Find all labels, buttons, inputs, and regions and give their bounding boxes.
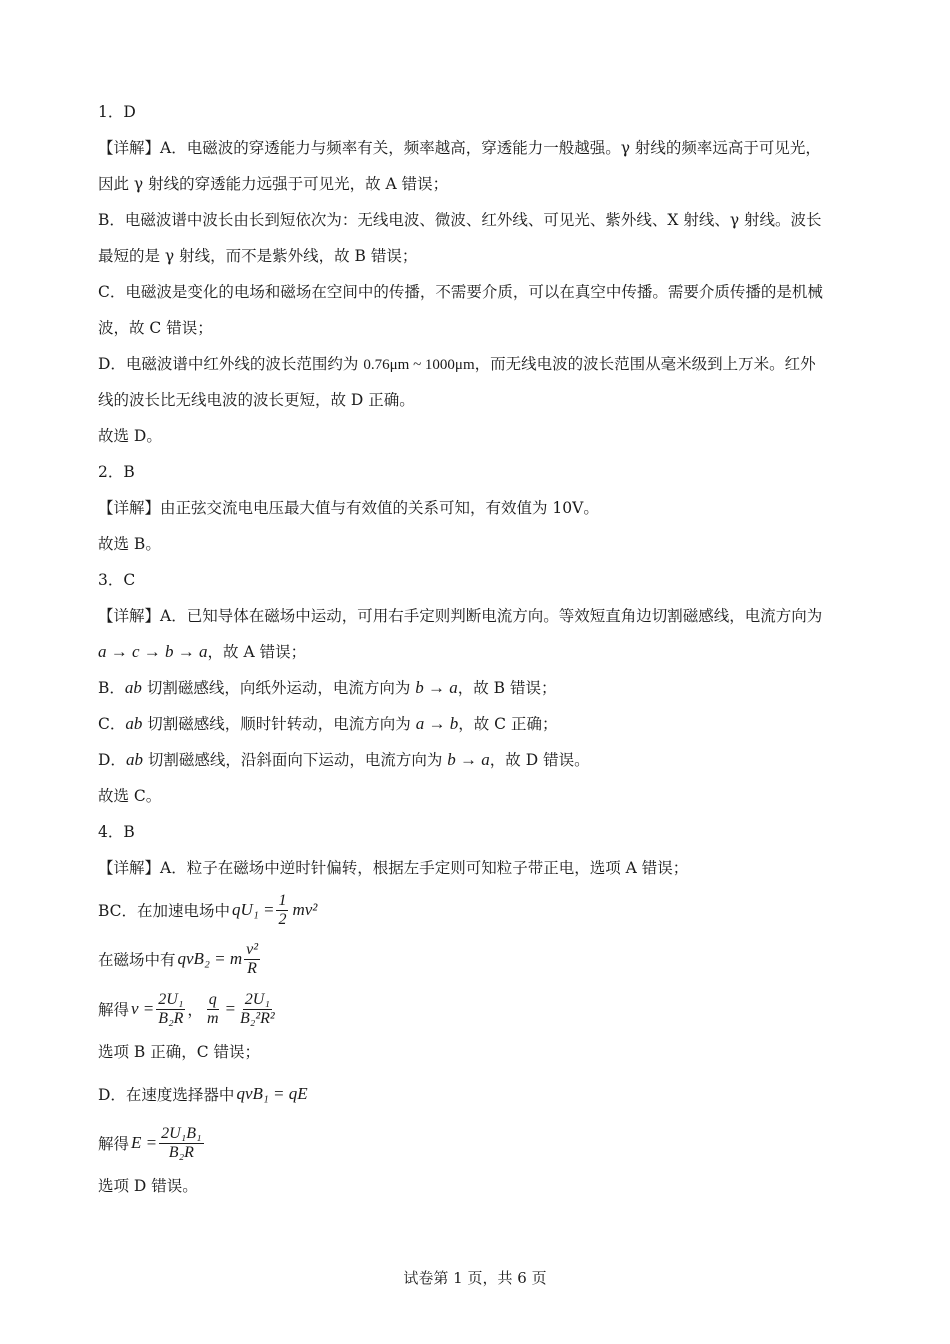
q1-line-7 (98, 346, 858, 382)
q4-magnetic-formula (98, 934, 858, 984)
q4-solution-formula (98, 984, 858, 1034)
q4-e-fraction (159, 1125, 203, 1162)
q3-line-2-text: ，故 A 错误； (207, 643, 307, 661)
q3-option-b-label: B． (98, 679, 125, 697)
q4-mag-lhs: qvB₂ = m (177, 949, 243, 968)
q1-infrared-range: 0.76μm ~ 1000μm (363, 357, 475, 373)
q1-answer: 1．D (98, 103, 136, 121)
q4-half-den: 2 (278, 910, 287, 928)
q1-line-3: B．电磁波谱中波长由长到短依次为：无线电波、微波、红外线、可见光、紫外线、X 射线、γ 射线。波长 (98, 211, 822, 229)
q3-line-1: 【详解】A．已知导体在磁场中运动，可用右手定则判断电流方向。等效短直角边切割磁感线，电流方向为 (98, 607, 823, 625)
q4-e-den: B₂R (168, 1143, 194, 1161)
q1-line-6: 波，故 C 错误； (98, 319, 213, 337)
q3-option-d-direction: b → a (447, 750, 490, 769)
q3-option-d-conductor: ab (125, 750, 143, 769)
q4-qm-den: m (206, 1009, 219, 1027)
q4-v-num: 2U₁ (158, 990, 184, 1008)
q3-option-d-label: D． (98, 751, 126, 769)
q1-line-8: 线的波长比无线电波的波长更短，故 D 正确。 (98, 391, 415, 409)
q4-half-num: 1 (278, 891, 287, 909)
q4-qm2-den: B₂²R² (239, 1009, 275, 1027)
page-footer: 试卷第 1 页，共 6 页 (403, 1269, 547, 1287)
q4-answer: 4．B (98, 823, 135, 841)
q3-conclusion: 故选 C。 (98, 787, 162, 805)
q4-qm2-fraction (238, 991, 277, 1028)
q1-line-7-text-a: D．电磁波谱中红外线的波长范围约为 (98, 355, 364, 373)
q1-line-2: 因此 γ 射线的穿透能力远强于可见光，故 A 错误； (98, 175, 449, 193)
q4-d-eq: qvB₁ = qE (236, 1084, 308, 1103)
q3-option-c-label: C． (98, 715, 126, 733)
q4-velocity-selector-formula (98, 1070, 858, 1118)
q4-v-den: B₂R (158, 1009, 184, 1027)
answer-content (98, 94, 858, 1204)
q3-option-b-result: ，故 B 错误； (457, 679, 557, 697)
q4-qm-num: q (208, 990, 217, 1008)
q4-accel-rhs: mv² (292, 900, 318, 919)
q3-option-c (98, 706, 858, 742)
q1-line-1: 【详解】A．电磁波的穿透能力与频率有关，频率越高，穿透能力一般越强。γ 射线的频率远高于可见光， (98, 139, 821, 157)
q1-line-7-text-b: ，而无线电波的波长范围从毫米级到上万米。红外 (474, 355, 816, 373)
q4-mag-fraction (244, 941, 260, 978)
q3-option-d-text: 切割磁感线，沿斜面向下运动，电流方向为 (142, 751, 448, 769)
q4-e-lhs: E = (131, 1133, 158, 1152)
q4-result-2: 选项 D 错误。 (98, 1177, 198, 1195)
q4-sol-v: v = (131, 999, 155, 1018)
q4-line-1: 【详解】A．粒子在磁场中逆时针偏转，根据左手定则可知粒子带正电，选项 A 错误； (98, 859, 689, 877)
q3-option-d (98, 742, 858, 778)
q3-option-c-text: 切割磁感线，顺时针转动，电流方向为 (142, 715, 416, 733)
q4-v-fraction (156, 991, 185, 1028)
q3-option-b (98, 670, 858, 706)
q4-half-fraction (276, 892, 288, 929)
q4-accel-field-formula (98, 886, 858, 934)
q3-current-path: a → c → b → a (98, 642, 208, 661)
q4-e-num: 2U₁B₁ (161, 1124, 202, 1142)
q3-option-c-result: ，故 C 正确； (458, 715, 558, 733)
q4-mag-num: v² (246, 940, 259, 958)
q4-result-1: 选项 B 正确，C 错误； (98, 1043, 261, 1061)
q1-line-5: C．电磁波是变化的电场和磁场在空间中的传播，不需要介质，可以在真空中传播。需要介质传播的是机械 (98, 283, 823, 301)
q3-line-2 (98, 634, 858, 670)
q4-mag-label: 在磁场中有 (98, 951, 176, 969)
q3-option-c-conductor: ab (125, 714, 143, 733)
q2-line-1: 【详解】由正弦交流电电压最大值与有效值的关系可知，有效值为 10V。 (98, 499, 599, 517)
q3-answer: 3．C (98, 571, 136, 589)
q3-option-b-text: 切割磁感线，向纸外运动，电流方向为 (141, 679, 416, 697)
q2-answer: 2．B (98, 463, 135, 481)
q4-accel-label: BC．在加速电场中 (98, 902, 231, 920)
q4-qm-fraction (205, 991, 221, 1028)
q3-option-b-direction: b → a (415, 678, 458, 697)
q4-e-formula (98, 1118, 858, 1168)
q4-e-label: 解得 (98, 1135, 130, 1153)
q4-mag-den: R (247, 959, 257, 977)
q3-option-d-result: ，故 D 错误。 (489, 751, 590, 769)
q4-sol-eq: = (224, 999, 236, 1018)
q4-sol-label: 解得 (98, 1001, 130, 1019)
q2-conclusion: 故选 B。 (98, 535, 161, 553)
q4-sol-sep: ， (187, 1001, 203, 1019)
q1-line-4: 最短的是 γ 射线，而不是紫外线，故 B 错误； (98, 247, 418, 265)
q3-option-b-conductor: ab (124, 678, 142, 697)
q3-option-c-direction: a → b (415, 714, 459, 733)
q1-conclusion: 故选 D。 (98, 427, 162, 445)
q4-d-label: D．在速度选择器中 (98, 1086, 235, 1104)
q4-accel-lhs: qU₁ = (232, 900, 275, 919)
q4-qm2-num: 2U₁ (244, 990, 270, 1008)
